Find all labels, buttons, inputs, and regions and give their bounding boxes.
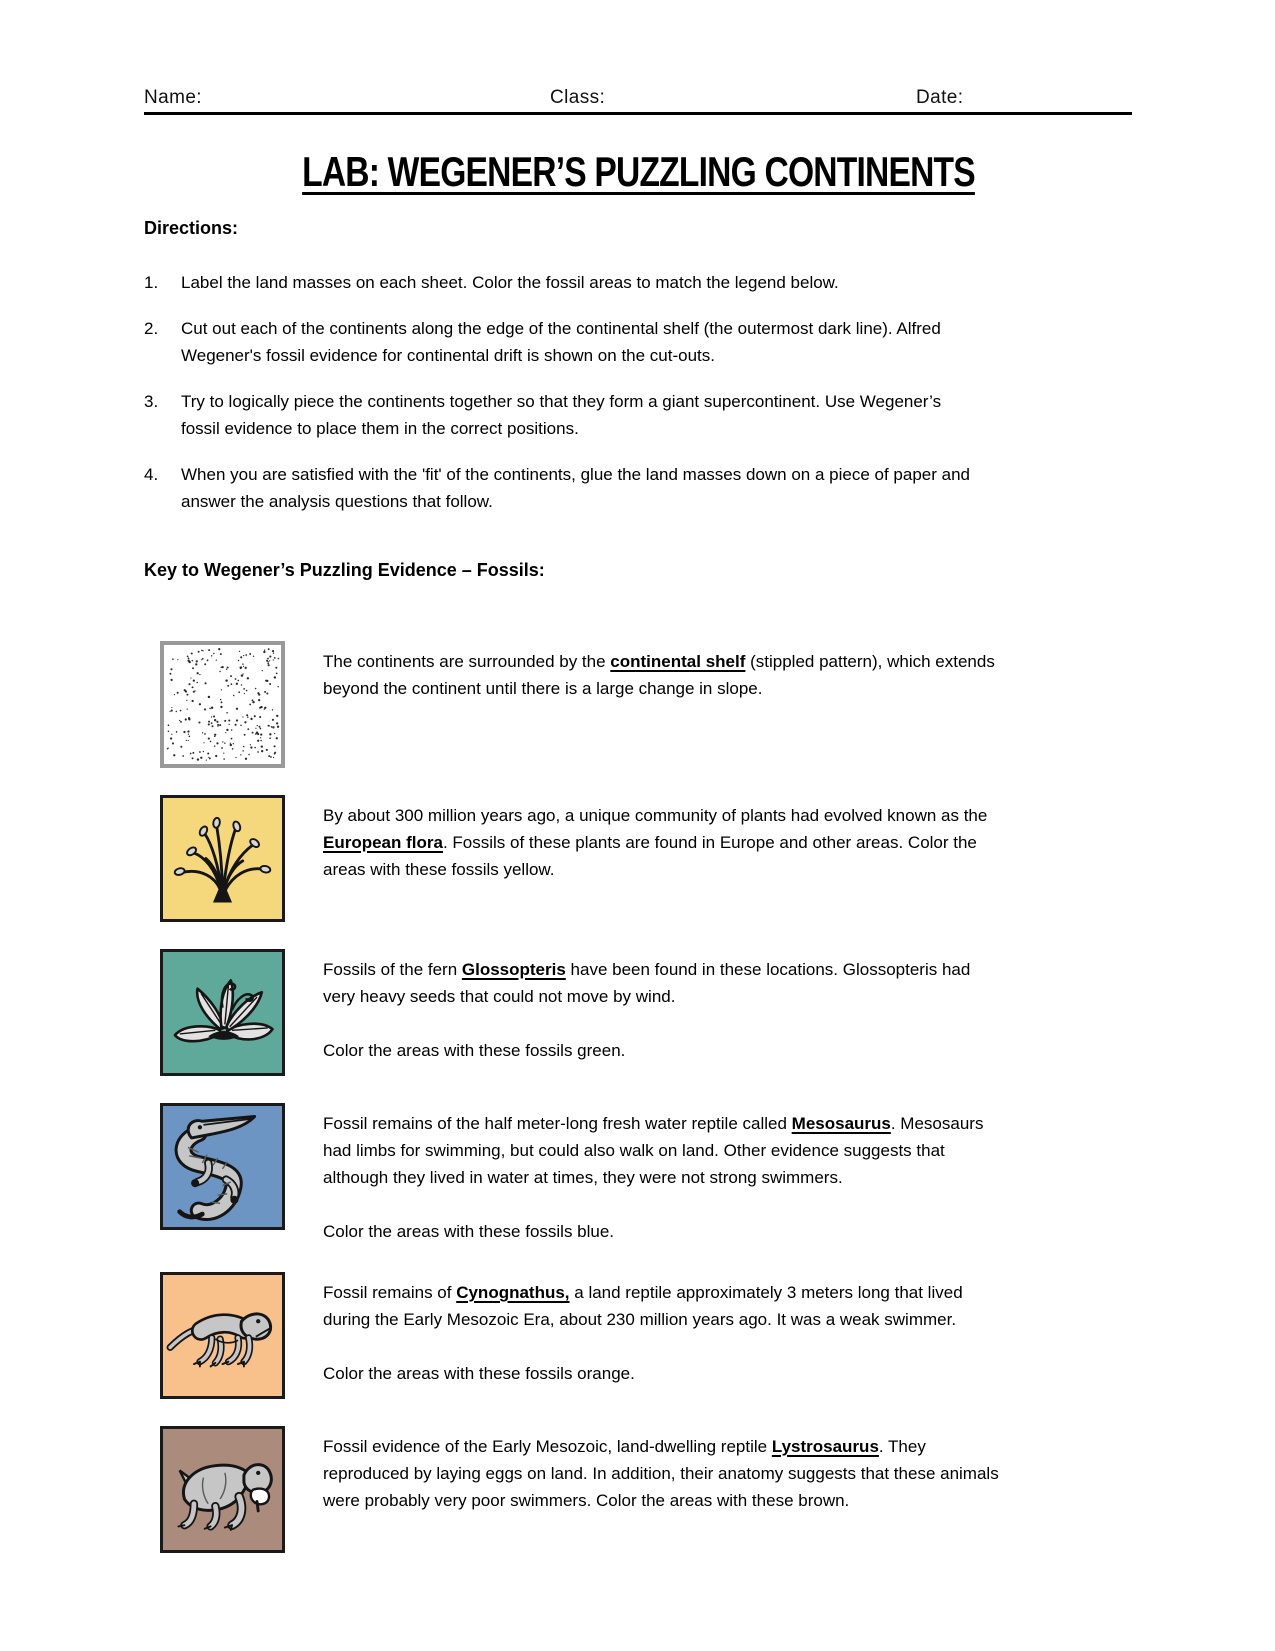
legend-color-instruction: Color the areas with these fossils green. xyxy=(323,1041,626,1060)
legend-text-mesosaurus xyxy=(323,1103,1003,1245)
legend-paragraph: The continents are surrounded by the continental shelf (stippled pattern), which extends beyond the continent until there is a large change in slope. xyxy=(323,652,995,698)
legend-paragraph: Fossil evidence of the Early Mesozoic, land-dwelling reptile Lystrosaurus. They reproduced by laying eggs on land. In addition, their anatomy suggests that these animals were probably very poor swimmers. Color the areas with these brown. xyxy=(323,1437,999,1510)
cynognathus-icon xyxy=(163,1275,282,1396)
legend-paragraph: Fossils of the fern Glossopteris have been found in these locations. Glossopteris had very heavy seeds that could not move by wind. xyxy=(323,960,971,1006)
direction-text: When you are satisfied with the 'fit' of the continents, glue the land masses down on a piece of paper and answer the analysis questions that follow. xyxy=(181,465,970,511)
content xyxy=(144,215,1134,1580)
cynognathus-swatch xyxy=(160,1272,285,1399)
class-label: Class: xyxy=(550,87,606,108)
direction-item-3 xyxy=(144,388,1134,442)
european-flora-swatch xyxy=(160,795,285,922)
direction-number: 2. xyxy=(144,319,159,338)
legend-row-lystrosaurus xyxy=(144,1426,1134,1553)
direction-item-4 xyxy=(144,461,1134,515)
legend-text-glossopteris xyxy=(323,949,1003,1076)
european-flora-icon xyxy=(163,798,282,919)
fossil-legend xyxy=(144,641,1134,1553)
direction-text: Cut out each of the continents along the edge of the continental shelf (the outermost dark line). Alfred Wegener's fossil evidence for continental drift is shown on the cut-outs. xyxy=(181,319,941,365)
legend-paragraph: Fossil remains of the half meter-long fresh water reptile called Mesosaurus. Mesosaurs had limbs for swimming, but could also walk on land. Other evidence suggests that although they lived in water at times, they were not strong swimmers. xyxy=(323,1114,984,1187)
glossopteris-icon xyxy=(163,952,282,1073)
legend-paragraph: Fossil remains of Cynognathus, a land reptile approximately 3 meters long that lived during the Early Mesozoic Era, about 230 million years ago. It was a weak swimmer. xyxy=(323,1283,963,1329)
glossopteris-swatch xyxy=(160,949,285,1076)
mesosaurus-icon xyxy=(163,1106,282,1227)
key-heading: Key to Wegener’s Puzzling Evidence – Fossils: xyxy=(144,560,545,580)
direction-text: Label the land masses on each sheet. Color the fossil areas to match the legend below. xyxy=(181,273,839,292)
name-label: Name: xyxy=(144,87,202,108)
direction-number: 3. xyxy=(144,392,159,411)
legend-color-instruction: Color the areas with these fossils orange. xyxy=(323,1364,635,1383)
continental-shelf-swatch xyxy=(160,641,285,768)
legend-color-instruction: Color the areas with these fossils blue. xyxy=(323,1222,615,1241)
legend-row-glossopteris xyxy=(144,949,1134,1076)
directions-heading: Directions: xyxy=(144,218,239,238)
direction-number: 1. xyxy=(144,273,159,292)
legend-text-lystrosaurus xyxy=(323,1426,1003,1553)
term-lystrosaurus: Lystrosaurus xyxy=(771,1437,879,1456)
lystrosaurus-icon xyxy=(163,1429,282,1550)
header-rule xyxy=(144,112,1132,115)
mesosaurus-swatch xyxy=(160,1103,285,1230)
direction-item-2 xyxy=(144,315,1134,369)
direction-item-1 xyxy=(144,269,1134,296)
legend-text-continental-shelf xyxy=(323,641,1003,768)
legend-paragraph: By about 300 million years ago, a unique community of plants had evolved known as the European flora. Fossils of these plants are found in Europe and other areas. Color the areas with these fossils yellow. xyxy=(323,806,988,879)
term-mesosaurus: Mesosaurus xyxy=(791,1114,891,1133)
term-continental-shelf: continental shelf xyxy=(610,652,746,671)
lystrosaurus-swatch xyxy=(160,1426,285,1553)
term-european-flora: European flora xyxy=(323,833,443,852)
direction-text: Try to logically piece the continents together so that they form a giant supercontinent. Use Wegener’s fossil evidence to place them in the correct positions. xyxy=(181,392,942,438)
legend-row-cynognathus xyxy=(144,1272,1134,1399)
term-cynognathus: Cynognathus, xyxy=(456,1283,570,1302)
legend-text-european-flora xyxy=(323,795,1003,922)
legend-text-cynognathus xyxy=(323,1272,1003,1399)
stipple-pattern-icon xyxy=(164,645,281,764)
date-label: Date: xyxy=(916,87,964,108)
legend-row-continental-shelf xyxy=(144,641,1134,768)
page-title: LAB: WEGENER’S PUZZLING CONTINENTS xyxy=(301,148,975,195)
title-wrap xyxy=(144,148,1132,196)
legend-row-mesosaurus xyxy=(144,1103,1134,1245)
legend-row-european-flora xyxy=(144,795,1134,922)
term-glossopteris: Glossopteris xyxy=(461,960,566,979)
direction-number: 4. xyxy=(144,465,159,484)
